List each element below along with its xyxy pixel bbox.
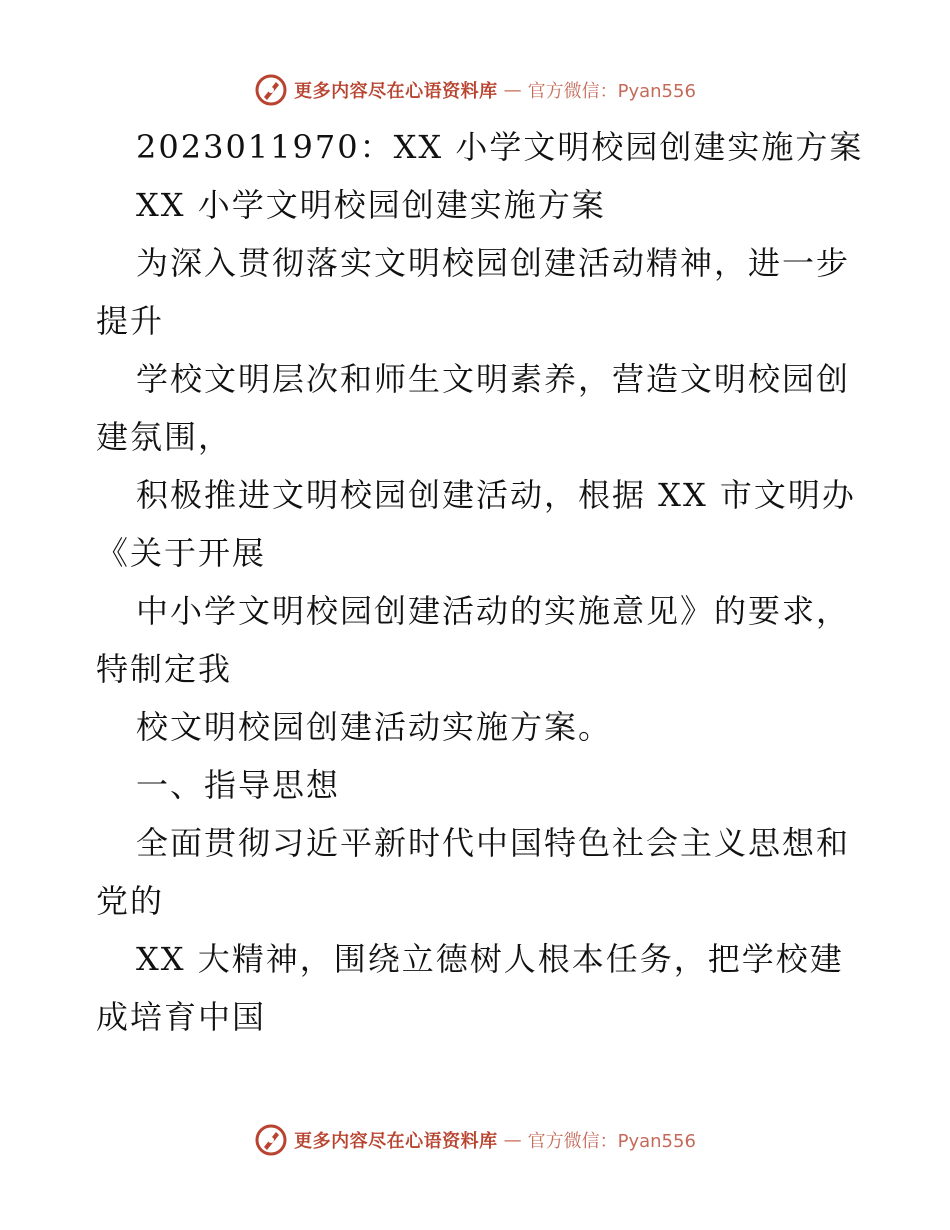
paragraph-line: 建氛围， [96, 418, 233, 456]
banner-inner [254, 1123, 696, 1157]
banner-contact-text: 官方微信：Pyan556 [527, 1131, 696, 1152]
paragraph-line: 特制定我 [96, 650, 233, 688]
paragraph-line: 积极推进文明校园创建活动，根据 XX 市文明办 [136, 476, 856, 514]
header-watermark-banner [0, 70, 950, 110]
pen-circle-logo-icon [254, 1123, 288, 1157]
paragraph-line: 学校文明层次和师生文明素养，营造文明校园创 [136, 360, 851, 398]
pen-circle-logo-icon [254, 73, 288, 107]
banner-brand-text: 更多内容尽在心语资料库 [294, 81, 498, 102]
document-title-line: 2023011970：XX 小学文明校园创建实施方案 [136, 128, 864, 166]
paragraph-line: 党的 [96, 882, 165, 920]
banner-dash: — [503, 79, 522, 101]
section-heading: 一、指导思想 [136, 766, 341, 804]
document-body [96, 118, 866, 1046]
paragraph-line: 全面贯彻习近平新时代中国特色社会主义思想和 [136, 824, 851, 862]
banner-inner [254, 73, 696, 107]
paragraph-line: 成培育中国 [96, 998, 267, 1036]
banner-brand-text: 更多内容尽在心语资料库 [294, 1131, 498, 1152]
banner-dash: — [503, 1129, 522, 1151]
paragraph-line: 为深入贯彻落实文明校园创建活动精神，进一步 [136, 244, 851, 282]
paragraph-line: 中小学文明校园创建活动的实施意见》的要求， [136, 592, 851, 630]
paragraph-line: 校文明校园创建活动实施方案。 [136, 708, 613, 746]
banner-contact-text: 官方微信：Pyan556 [527, 81, 696, 102]
footer-watermark-banner [0, 1120, 950, 1160]
paragraph-line: XX 大精神，围绕立德树人根本任务，把学校建 [136, 940, 844, 978]
paragraph-line: 《关于开展 [96, 534, 267, 572]
document-heading: XX 小学文明校园创建实施方案 [136, 186, 606, 224]
paragraph-line: 提升 [96, 302, 165, 340]
